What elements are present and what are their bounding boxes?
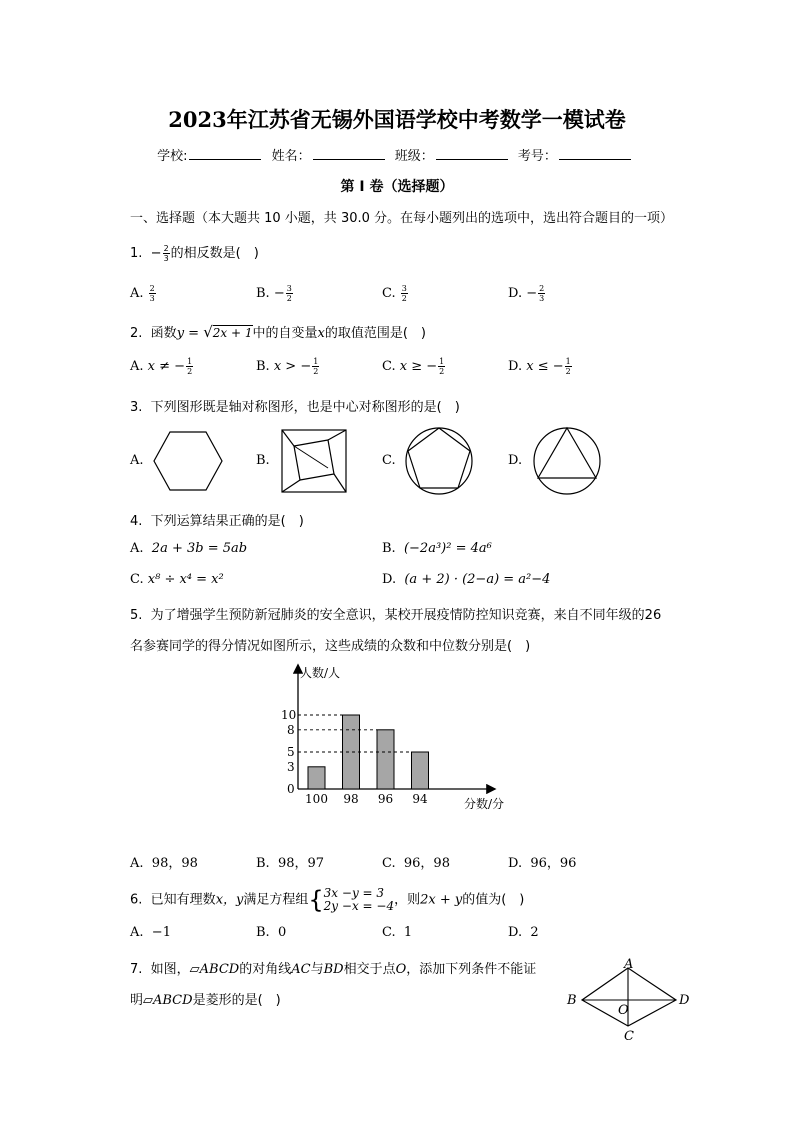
q2-option-d[interactable]: D. x ≤ − $\frac{1}{2}$ [508,357,571,376]
q3-option-a-label[interactable]: A. [130,453,144,468]
point-d-label: D [679,993,690,1008]
rhombus-figure [562,956,696,1046]
y-axis-label: 人数/人 [300,666,341,680]
bar-96 [377,730,394,789]
q6-option-b[interactable]: B. 0 [256,925,287,940]
question-1: 1. − $\frac{2}{3}$ 的相反数是( ) [130,244,259,263]
class-label: 班级： [394,149,434,164]
q2-option-a[interactable]: A. x ≠ − $\frac{1}{2}$ [130,357,193,376]
x-axis-label: 分数/分 [464,797,505,811]
q5-option-b[interactable]: B. 98，97 [256,856,325,871]
q1-option-a[interactable]: A. $\frac{2}{3}$ [130,284,155,303]
question-6: 6. 已知有理数x，y满足方程组{ 3x −y = 3 2y −x = −4 ，则2x + y的值为( ) [130,886,525,914]
q2-option-c[interactable]: C. x ≥ − $\frac{1}{2}$ [382,357,445,376]
point-o-label: O [618,1003,629,1018]
q5-option-d[interactable]: D. 96，96 [508,856,577,871]
question-5-line-1: 5. 为了增强学生预防新冠肺炎的安全意识，某校开展疫情防控知识竞赛，来自不同年级的26 [130,608,662,623]
pentagon-in-circle-figure [404,426,474,496]
name-field[interactable] [313,147,385,160]
point-a-label: A [624,957,634,972]
school-label: 学校: [157,149,188,164]
q4-option-b[interactable]: B. (−2a³)² = 4a⁶ [382,541,492,556]
q1-option-b[interactable]: B. − $\frac{3}{2}$ [256,284,292,303]
point-b-label: B [567,993,577,1008]
y-tick-label: 10 [281,708,297,722]
triangle-in-circle-figure [532,426,602,496]
exam-no-label: 考号： [517,149,557,164]
x-tick-label: 94 [412,792,428,806]
y-tick-label: 8 [287,722,295,737]
score-bar-chart [280,660,520,820]
bar-98 [343,715,360,789]
q1-option-c[interactable]: C. $\frac{3}{2}$ [382,284,407,303]
question-3: 3. 下列图形既是轴对称图形，也是中心对称图形的是( ) [130,400,460,415]
q4-option-a[interactable]: A. 2a + 3b = 5ab [130,541,248,556]
y-tick-label: 5 [287,745,295,759]
page-title: 2023年江苏省无锡外国语学校中考数学一模试卷 [168,107,626,132]
school-field[interactable] [189,147,261,160]
exam-no-field[interactable] [559,147,631,160]
question-4: 4. 下列运算结果正确的是( ) [130,514,304,529]
question-7-line-1: 7. 如图，▱ABCD的对角线AC与BD相交于点O，添加下列条件不能证 [130,962,537,977]
x-tick-label: 96 [377,792,394,806]
point-c-label: C [624,1029,634,1044]
square-pinwheel-figure [280,428,348,494]
q4-option-d[interactable]: D. (a + 2) · (2−a) = a²−4 [382,572,551,587]
q6-option-a[interactable]: A. −1 [130,925,171,940]
class-field[interactable] [436,147,508,160]
x-tick-label: 100 [305,792,328,806]
q4-option-c[interactable]: C. x⁸ ÷ x⁴ = x² [130,572,224,587]
q6-option-c[interactable]: C. 1 [382,925,413,940]
name-label: 姓名： [271,149,311,164]
q2-option-b[interactable]: B. x > − $\frac{1}{2}$ [256,357,319,376]
q5-option-c[interactable]: C. 96，98 [382,856,450,871]
q1-option-d[interactable]: D. − $\frac{2}{3}$ [508,284,545,303]
question-7-line-2: 明▱ABCD是菱形的是( ) [130,993,281,1008]
bar-94 [412,752,429,789]
volume-heading: 第 I 卷（选择题） [340,179,454,195]
section-heading: 一、选择题（本大题共 10 小题，共 30.0 分。在每小题列出的选项中，选出符合题目的一项） [130,211,674,226]
y-tick-label: 0 [287,782,295,796]
q3-option-c-label[interactable]: C. [382,453,396,468]
fraction: $\frac{2}{3}$ [163,244,169,263]
q3-option-d-label[interactable]: D. [508,453,523,468]
bar-100 [308,767,325,789]
q3-option-b-label[interactable]: B. [256,453,270,468]
q6-option-d[interactable]: D. 2 [508,925,539,940]
q5-option-a[interactable]: A. 98，98 [130,856,198,871]
y-tick-label: 3 [287,759,295,774]
x-tick-label: 98 [343,792,359,806]
question-number: 1. [130,246,143,261]
hexagon-figure [152,428,224,494]
question-5-line-2: 名参赛同学的得分情况如图所示，这些成绩的众数和中位数分别是( ) [130,639,531,654]
question-2: 2. 函数y = √2x + 1中的自变量x的取值范围是( ) [130,323,427,341]
student-info [0,145,794,164]
